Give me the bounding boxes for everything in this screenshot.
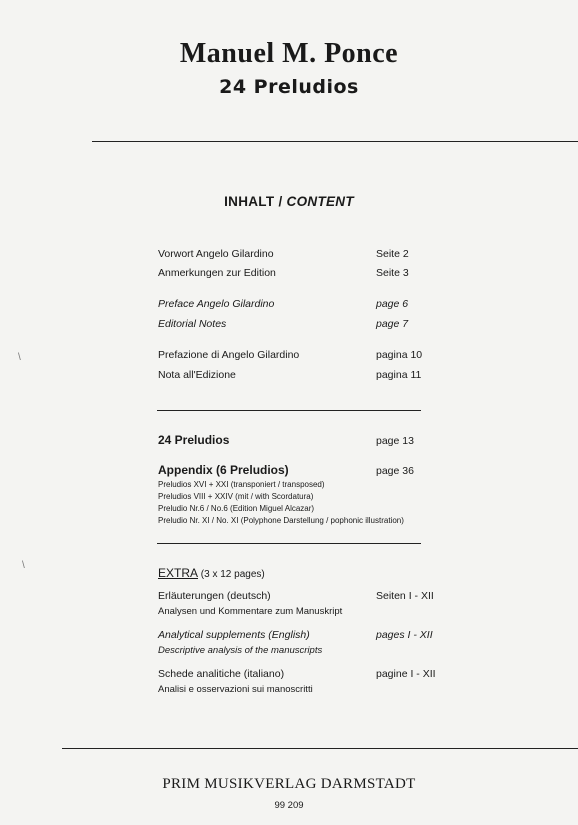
margin-mark: \ [18, 352, 21, 363]
toc-page: page 13 [376, 435, 414, 447]
toc-page: page 7 [376, 318, 409, 330]
toc-row-supplement [158, 629, 458, 645]
extra-note: (3 x 12 pages) [198, 569, 265, 580]
catalog-number: 99 209 [274, 800, 304, 811]
toc-row [158, 318, 458, 334]
supplement-desc: Analisi e osservazioni sui manoscritti [158, 684, 313, 695]
extra-heading [158, 566, 265, 580]
toc-page: Seite 3 [376, 267, 409, 279]
toc-label: Anmerkungen zur Edition [158, 267, 276, 279]
work-title: 24 Preludios [219, 76, 359, 98]
toc-page: pagina 10 [376, 349, 423, 361]
supplement-desc: Descriptive analysis of the manuscripts [158, 645, 323, 656]
margin-mark: \ [22, 560, 25, 571]
supplement-desc: Analysen und Kommentare zum Manuskript [158, 606, 343, 617]
toc-label: Preface Angelo Gilardino [158, 298, 275, 310]
toc-page: pagine I - XII [376, 668, 436, 680]
toc-row-appendix [158, 463, 458, 479]
toc-row [158, 248, 458, 264]
appendix-item: Preludios XVI + XXI (transponiert / transposed) [158, 480, 325, 489]
toc-label: Schede analitiche (italiano) [158, 668, 285, 680]
divider-top [92, 141, 578, 142]
toc-row-preludios [158, 433, 458, 449]
toc-row [158, 298, 458, 314]
publisher-name: PRIM MUSIKVERLAG DARMSTADT [162, 776, 416, 792]
divider-bottom [62, 748, 578, 749]
toc-label: Vorwort Angelo Gilardino [158, 248, 274, 260]
toc-row [158, 349, 458, 365]
toc-label: Prefazione di Angelo Gilardino [158, 349, 300, 361]
toc-page: pages I - XII [376, 629, 433, 641]
toc-label: Appendix (6 Preludios) [158, 463, 289, 477]
appendix-item: Preludios VIII + XXIV (mit / with Scordatura) [158, 492, 314, 501]
toc-label: 24 Preludios [158, 433, 230, 447]
extra-label: EXTRA [158, 566, 199, 580]
toc-row [158, 369, 458, 385]
contents-heading [0, 194, 578, 209]
toc-row-supplement [158, 590, 458, 606]
toc-page: pagina 11 [376, 369, 422, 381]
contents-heading-en: CONTENT [286, 194, 354, 209]
contents-heading-de: INHALT [224, 194, 275, 209]
toc-page: page 36 [376, 465, 414, 477]
toc-page: Seite 2 [376, 248, 409, 260]
toc-row [158, 267, 458, 283]
appendix-item: Preludio Nr.6 / No.6 (Edition Miguel Alcazar) [158, 504, 315, 513]
toc-label: Nota all'Edizione [158, 369, 236, 381]
divider-short-1 [157, 410, 421, 411]
contents-heading-separator: / [274, 194, 287, 209]
toc-page: Seiten I - XII [376, 590, 434, 602]
toc-label: Erläuterungen (deutsch) [158, 590, 271, 602]
divider-short-2 [157, 543, 421, 544]
appendix-item: Preludio Nr. XI / No. XI (Polyphone Darstellung / pophonic illustration) [158, 516, 404, 525]
composer-name: Manuel M. Ponce [179, 38, 399, 69]
toc-label: Analytical supplements (English) [158, 629, 310, 641]
toc-label: Editorial Notes [158, 318, 227, 330]
toc-page: page 6 [376, 298, 409, 310]
toc-row-supplement [158, 668, 458, 684]
